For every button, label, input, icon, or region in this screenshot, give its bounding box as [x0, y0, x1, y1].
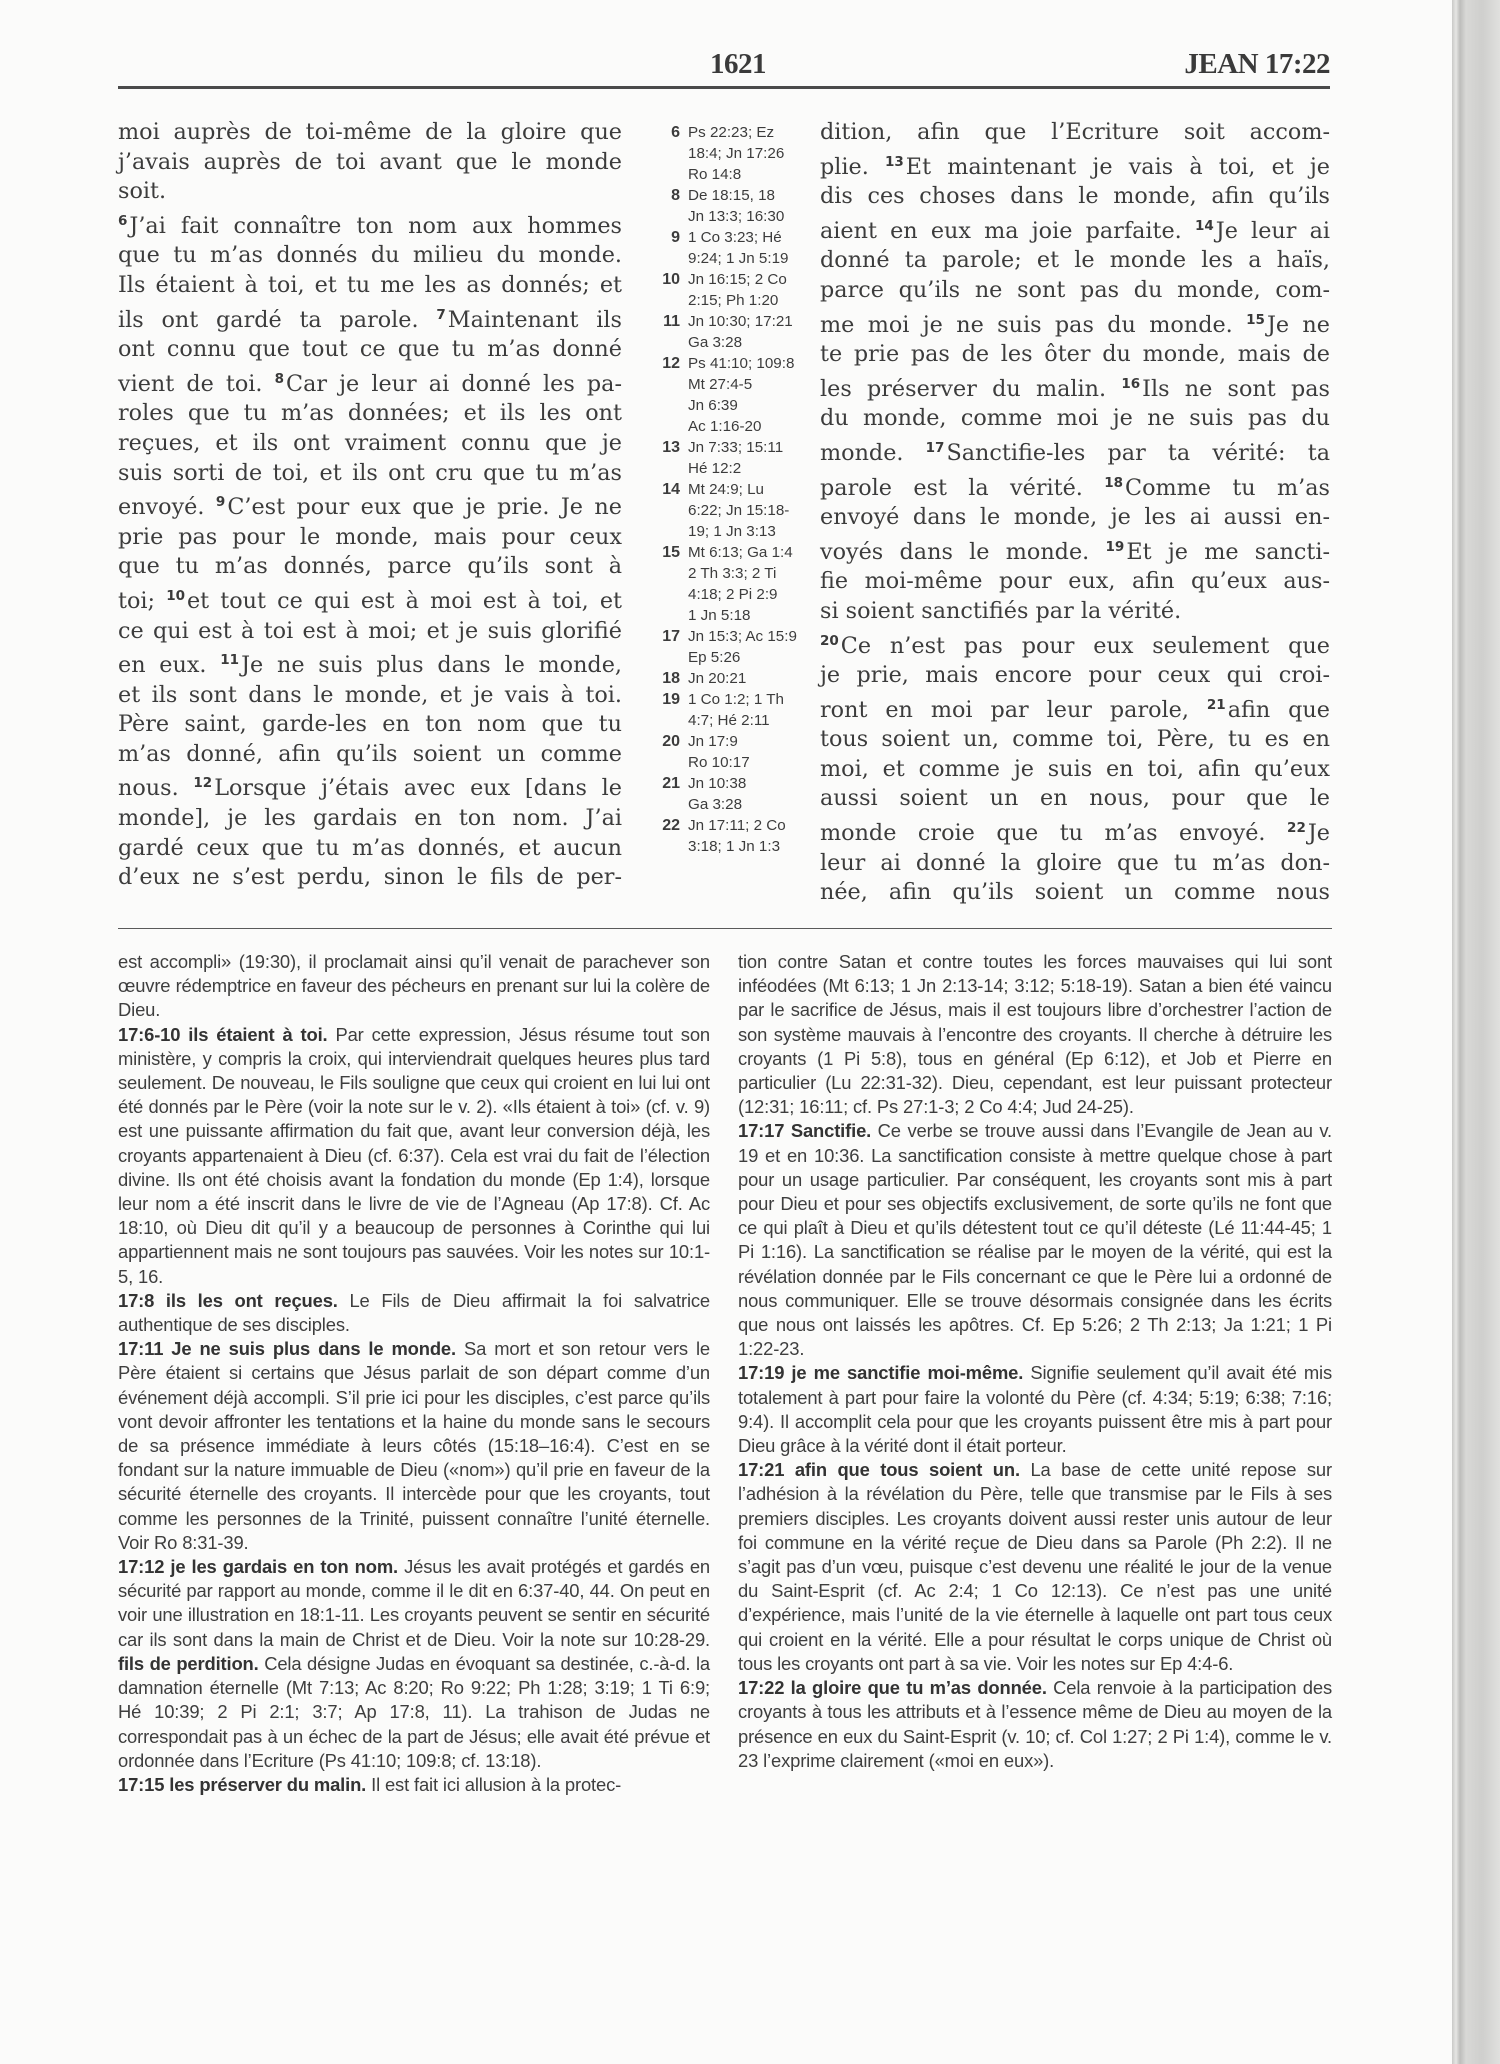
verse-text: donné ta parole; et le monde les a haïs,: [820, 247, 1330, 274]
verse-text: et ils sont dans le monde, et je vais à toi.: [118, 681, 622, 708]
scripture-line: [118, 523, 622, 553]
cross-reference-verse: 20: [662, 733, 680, 750]
cross-reference-entry: [650, 437, 820, 479]
note-body: Par cette expression, Jésus résume tout son ministère, y compris la croix, qui interviendrait quelques heures plus tard seulement. De nouveau, le Fils souligne que ceux qui croient en lui lui ont été donnés par le Père (voir la note sur le v. 2). «Ils étaient à toi» (cf. v. 9) est une puissante affirmation du fait que, avant leur conversion déjà, les croyants appartenaient à Dieu (cf. 6:37). Cela est vrai du fait de l’élection divine. Ils ont été choisis avant la fondation du monde (Ep 1:4), lorsque leur nom a été inscrit dans le livre de vie de l’Agneau (Ap 17:8). Cf. Ac 18:10, où Dieu dit qu’il y a beaucoup de personnes à Corinthe qui lui appartiennent mais ne sont toujours pas sauvées. Voir les notes sur 10:1-5, 16.: [118, 1023, 710, 1287]
verse-text: aient en eux ma joie parfaite.: [820, 217, 1182, 244]
verse-number: 17: [925, 439, 945, 456]
note-body: Ce verbe se trouve aussi dans l’Evangile de Jean au v. 19 et en 10:36. La sanctification consiste à mettre quelque chose à part pour un usage particulier. Par conséquent, les croyants sont mis à part pour Dieu et pour ses objectifs exclusivement, de sorte qu’ils ne font que ce qui plaît à Dieu et qu’ils détestent tout ce qu’il déteste (Lé 11:44-45; 1 Pi 1:16). La sanctification se réalise par le moyen de la vérité, qui est la révélation donnée par le Fils concernant ce que le Père lui a ordonné de nous communiquer. Elle se trouve désormais consignée dans les écrits que nous ont laissés les apôtres. Cf. Ep 5:26; 2 Th 2:13; Ja 1:21; 1 Pi 1:22-23.: [738, 1120, 1332, 1360]
scripture-line: [820, 404, 1330, 434]
verse-text: monde.: [820, 439, 904, 466]
study-note: [738, 1119, 1332, 1361]
note-body: Sa mort et son retour vers le Père étaient si certains que Jésus parlait de son départ comme d’un événement déjà accompli. S’il prie ici pour les disciples, c’est parce qu’ils vont devoir affronter les tentations et la haine du monde sans le secours de sa présence immédiate à leurs côtés (15:18–16:4). C’est en se fondant sur la nature immuable de Dieu («nom») qu’il prie en faveur de la sécurité éternelle des croyants. Il intercède pour que les croyants, tout comme les personnes de la Trinité, puissent connaître l’unité éternelle. Voir Ro 8:31-39.: [118, 1338, 710, 1553]
scripture-line: [820, 434, 1330, 469]
verse-text: moi, et comme je suis en toi, afin qu’eux: [820, 755, 1330, 782]
scripture-line: [118, 429, 622, 459]
cross-reference-entry: [650, 269, 820, 311]
cross-reference-verse: 11: [663, 313, 680, 330]
verse-number: 20: [820, 632, 839, 649]
verse-text: nous.: [118, 775, 179, 802]
study-note: [118, 1337, 710, 1555]
note-body: Cela désigne Judas en évoquant sa destinée, c.-à-d. la damnation éternelle (Mt 7:13; Ac 8:20; Ro 9:22; Ph 1:28; 3:19; 1 Ti 6:9; Hé 10:39; 2 Pi 2:1; 3:7; Ap 17:8, 11). La trahison de Judas ne correspondait pas à un échec de la part de Jésus; elle avait été prévue et ordonnée dans l’Ecriture (Ps 41:10; 109:8; cf. 13:18).: [118, 1652, 711, 1771]
verse-text: et tout ce qui est à moi est à toi, et: [186, 587, 623, 614]
note-heading: 17:15 les préserver du malin.: [118, 1773, 367, 1795]
study-notes-column-left: [118, 950, 710, 1797]
scripture-line: [820, 661, 1330, 691]
cross-reference-refs: Mt 24:9; Lu 6:22; Jn 15:18- 19; 1 Jn 3:13: [688, 481, 790, 540]
scripture-line: [820, 567, 1330, 597]
study-note: [118, 1289, 710, 1337]
book-binding-edge: [1452, 0, 1500, 2064]
verse-number: 18: [1104, 474, 1124, 491]
scripture-line: [820, 755, 1330, 785]
verse-text: Maintenant ils: [447, 306, 622, 333]
study-notes-column-right: [738, 950, 1332, 1773]
scripture-line: [820, 533, 1330, 568]
scripture-line: [118, 552, 622, 582]
study-note: [738, 950, 1332, 1119]
verse-text: vient de toi.: [118, 370, 263, 397]
page-number: 1621: [710, 48, 766, 80]
scripture-line: [820, 469, 1330, 504]
study-note: [738, 1676, 1332, 1773]
study-note: [118, 950, 710, 1023]
verse-text: ont connu que tout ce que tu m’as donné: [118, 336, 622, 363]
cross-reference-verse: 12: [662, 355, 680, 372]
scripture-line: [118, 863, 622, 893]
scripture-line: [118, 271, 622, 301]
note-heading: 17:22 la gloire que tu m’as donnée.: [738, 1677, 1047, 1699]
cross-reference-entry: [650, 542, 820, 626]
verse-text: dis ces choses dans le monde, afin qu’ils: [820, 183, 1330, 210]
cross-reference-entry: [650, 227, 820, 269]
cross-reference-refs: Jn 16:15; 2 Co 2:15; Ph 1:20: [688, 271, 787, 309]
verse-text: voyés dans le monde.: [820, 538, 1090, 565]
cross-reference-refs: Jn 10:38 Ga 3:28: [688, 775, 747, 813]
verse-number: 10: [166, 587, 185, 604]
cross-reference-entry: [650, 311, 820, 353]
verse-text: Je ne: [1266, 311, 1330, 338]
cross-reference-refs: Jn 15:3; Ac 15:9 Ep 5:26: [688, 628, 797, 666]
cross-reference-entry: [650, 689, 820, 731]
scripture-line: [118, 459, 622, 489]
cross-reference-verse: 14: [662, 481, 680, 498]
verse-text: monde], je les gardais en ton nom. J’ai: [118, 805, 622, 832]
scripture-line: [820, 370, 1330, 405]
verse-text: C’est pour eux que je prie. Je ne: [227, 494, 622, 521]
scripture-line: [118, 177, 622, 207]
verse-text: les préserver du malin.: [820, 375, 1107, 402]
note-heading: 17:8 ils les ont reçues.: [118, 1289, 338, 1311]
verse-text: d’eux ne s’est perdu, sinon le fils de per-: [118, 864, 622, 891]
note-body: Signifie seulement qu’il avait été mis totalement à part pour faire la volonté du Père (cf. 4:34; 5:19; 6:38; 7:16; 9:4). Il accomplit cela pour que les croyants puissent être mis à part pour Dieu grâce à la vérité dont il était porteur.: [738, 1362, 1332, 1457]
cross-reference-entry: [650, 122, 820, 185]
verse-number: 19: [1105, 538, 1125, 555]
verse-text: me moi je ne suis pas du monde.: [820, 311, 1233, 338]
scripture-line: [118, 241, 622, 271]
verse-number: 7: [436, 306, 446, 323]
verse-text: suis sorti de toi, et ils ont cru que tu m’as: [118, 459, 622, 486]
verse-number: 9: [215, 494, 226, 511]
study-note: [118, 1555, 710, 1773]
verse-text: ils ont gardé ta parole.: [118, 306, 419, 333]
cross-reference-refs: 1 Co 3:23; Hé 9:24; 1 Jn 5:19: [688, 229, 789, 267]
cross-reference-entry: [650, 773, 820, 815]
scripture-line: [118, 399, 622, 429]
scripture-line: [118, 710, 622, 740]
scripture-line: [118, 488, 622, 523]
cross-reference-verse: 17: [662, 628, 680, 645]
verse-text: envoyé dans le monde, je les ai aussi en-: [820, 504, 1330, 531]
scripture-line: [118, 834, 622, 864]
study-note: [118, 1773, 710, 1797]
verse-text: en eux.: [118, 652, 207, 679]
verse-text: prie pas pour le monde, mais pour ceux: [118, 523, 622, 550]
verse-text: monde croie que tu m’as envoyé.: [820, 820, 1266, 847]
scripture-line: [118, 740, 622, 770]
note-body: Cela renvoie à la participation des croyants à tous les attributs et à l’essence même de Dieu au moyen de la présence en eux du Saint-Esprit (v. 10; cf. Col 1:27; 2 Pi 1:4), comme le v. 23 l’exprime clairement («moi en eux»).: [738, 1677, 1332, 1771]
notes-divider: [118, 928, 1332, 929]
study-note: [738, 1458, 1332, 1676]
study-note: [738, 1361, 1332, 1458]
page-header: [118, 42, 1330, 89]
scripture-line: [820, 691, 1330, 726]
verse-number: 22: [1287, 820, 1306, 837]
verse-text: te prie pas de les ôter du monde, mais de: [820, 341, 1330, 368]
cross-reference-entry: [650, 668, 820, 689]
note-heading: 17:12 je les gardais en ton nom.: [118, 1556, 398, 1578]
note-heading: 17:6-10 ils étaient à toi.: [118, 1023, 328, 1045]
note-heading: 17:17 Sanctifie.: [738, 1120, 872, 1142]
verse-text: parole est la vérité.: [820, 474, 1083, 501]
scripture-line: [820, 306, 1330, 341]
cross-reference-entry: [650, 185, 820, 227]
scripture-column-right: [820, 118, 1330, 908]
cross-reference-refs: Jn 17:11; 2 Co 3:18; 1 Jn 1:3: [688, 817, 786, 855]
cross-reference-refs: Mt 6:13; Ga 1:4 2 Th 3:3; 2 Ti 4:18; 2 Pi 2:9 1 Jn 5:18: [688, 544, 793, 624]
scripture-line: [118, 365, 622, 400]
running-head: JEAN 17:22: [1184, 48, 1330, 80]
study-note: [118, 1023, 710, 1289]
verse-text: fie moi-même pour eux, afin qu’eux aus-: [820, 568, 1330, 595]
verse-text: Ce n’est pas pour eux seulement que: [840, 632, 1330, 659]
verse-text: Je leur ai: [1215, 217, 1331, 244]
cross-reference-refs: 1 Co 1:2; 1 Th 4:7; Hé 2:11: [688, 691, 784, 729]
verse-text: Ils étaient à toi, et tu me les as donnés; et: [118, 271, 622, 298]
verse-text: envoyé.: [118, 494, 205, 521]
scripture-line: [820, 212, 1330, 247]
note-body: La base de cette unité repose sur l’adhésion à la révélation du Père, telle que transmise par le Fils à ses premiers disciples. Les croyants doivent aussi rester unis autour de leur foi commune en la vérité reçue de Dieu dans sa Parole (Ph 2:2). Il ne s’agit pas d’un vœu, puisque c’est devenu une réalité le jour de la venue du Saint-Esprit (cf. Ac 2:4; 1 Co 12:13). Ce n’est pas une unité d’expérience, mais l’unité de la vie éternelle à laquelle ont part tous ceux qui croient en la vérité. Elle a pour résultat le corps unique de Christ où tous les croyants ont part à sa vie. Voir les notes sur Ep 4:4-6.: [738, 1459, 1332, 1674]
verse-number: 13: [885, 153, 904, 170]
verse-text: du monde, comme moi je ne suis pas du: [820, 405, 1330, 432]
verse-text: j’avais auprès de toi avant que le monde: [118, 148, 622, 175]
verse-text: née, afin qu’ils soient un comme nous: [820, 879, 1330, 906]
verse-text: gardé ceux que tu m’as donnés, et aucun: [118, 834, 622, 861]
scripture-line: [820, 340, 1330, 370]
verse-number: 12: [193, 775, 213, 792]
cross-reference-verse: 18: [662, 670, 680, 687]
verse-number: 21: [1206, 696, 1226, 713]
verse-text: Père saint, garde-les en ton nom que tu: [118, 711, 622, 738]
scripture-line: [820, 118, 1330, 148]
scripture-line: [118, 804, 622, 834]
scripture-line: [820, 597, 1330, 627]
cross-reference-verse: 13: [662, 439, 680, 456]
note-heading: 17:21 afin que tous soient un.: [738, 1459, 1020, 1481]
verse-text: je prie, mais encore pour ceux qui croi-: [820, 662, 1330, 689]
scripture-line: [820, 246, 1330, 276]
scripture-line: [118, 118, 622, 148]
verse-text: leur ai donné la gloire que tu m’as don-: [820, 849, 1330, 876]
scripture-line: [820, 182, 1330, 212]
verse-text: m’as donné, afin qu’ils soient un comme: [118, 740, 622, 767]
scripture-line: [118, 681, 622, 711]
verse-number: 6: [118, 212, 128, 229]
cross-reference-verse: 10: [662, 271, 680, 288]
cross-reference-verse: 22: [662, 817, 680, 834]
verse-text: dition, afin que l’Ecriture soit accom-: [820, 119, 1330, 145]
verse-text: soit.: [118, 178, 167, 205]
note-body: Jésus les avait protégés et gardés en sécurité par rapport au monde, comme il le dit en 6:37-40, 44. On peut en voir une illustration en 18:1-11. Les croyants peuvent se sentir en sécurité car ils sont dans la main de Christ et de Dieu. Voir la note sur 10:28-29.: [118, 1556, 710, 1650]
scripture-line: [820, 784, 1330, 814]
scripture-line: [118, 617, 622, 647]
verse-text: Ils ne sont pas: [1142, 375, 1330, 402]
cross-reference-refs: Jn 17:9 Ro 10:17: [688, 733, 750, 771]
scripture-line: [820, 849, 1330, 879]
verse-text: reçues, et ils ont vraiment connu que je: [118, 429, 622, 456]
cross-reference-verse: 9: [671, 229, 680, 246]
scripture-line: [820, 814, 1330, 849]
note-body: Il est fait ici allusion à la protec-: [366, 1773, 622, 1795]
verse-text: toi;: [118, 587, 156, 614]
verse-number: 15: [1246, 311, 1265, 328]
verse-text: Je ne suis plus dans le monde,: [241, 652, 622, 679]
note-heading: 17:19 je me sanctifie moi-même.: [738, 1362, 1024, 1384]
verse-text: aussi soient un en nous, pour que le: [820, 785, 1330, 812]
verse-text: Car je leur ai donné les pa-: [286, 370, 622, 397]
cross-reference-refs: Ps 41:10; 109:8 Mt 27:4-5 Jn 6:39 Ac 1:16-20: [688, 355, 795, 435]
cross-reference-verse: 6: [671, 124, 680, 141]
verse-text: parce qu’ils ne sont pas du monde, com-: [820, 276, 1330, 303]
verse-text: plie.: [820, 153, 869, 180]
verse-text: que tu m’as donnés, parce qu’ils sont à: [118, 553, 622, 580]
scripture-line: [820, 627, 1330, 662]
verse-text: Je: [1307, 820, 1330, 847]
scripture-line: [820, 276, 1330, 306]
cross-reference-refs: De 18:15, 18 Jn 13:3; 16:30: [688, 187, 785, 225]
scripture-line: [118, 646, 622, 681]
scripture-line: [118, 148, 622, 178]
cross-reference-refs: Jn 20:21: [688, 670, 747, 687]
verse-number: 8: [274, 370, 285, 387]
cross-reference-verse: 8: [671, 187, 680, 204]
verse-text: afin que: [1227, 696, 1330, 723]
note-body: est accompli» (19:30), il proclamait ainsi qu’il venait de parachever son œuvre rédemptrice en faveur des pécheurs en prenant sur lui la colère de Dieu.: [118, 951, 710, 1021]
note-body: Le Fils de Dieu affirmait la foi salvatrice authentique de ses disciples.: [118, 1289, 710, 1336]
verse-text: si soient sanctifiés par la vérité.: [820, 597, 1182, 624]
scripture-line: [118, 335, 622, 365]
verse-number: 14: [1194, 217, 1214, 234]
scripture-line: [820, 878, 1330, 908]
verse-number: 11: [220, 652, 240, 669]
scripture-line: [820, 148, 1330, 183]
verse-text: roles que tu m’as données; et ils les ont: [118, 400, 622, 427]
cross-reference-refs: Ps 22:23; Ez 18:4; Jn 17:26 Ro 14:8: [688, 124, 785, 183]
scripture-line: [820, 503, 1330, 533]
cross-reference-refs: Jn 10:30; 17:21 Ga 3:28: [688, 313, 793, 351]
verse-text: Et maintenant je vais à toi, et je: [905, 153, 1330, 180]
verse-text: Et je me sancti-: [1126, 538, 1331, 565]
verse-text: J’ai fait connaître ton nom aux hommes: [129, 212, 622, 239]
note-heading: 17:11 Je ne suis plus dans le monde.: [118, 1338, 456, 1360]
scripture-line: [118, 301, 622, 336]
cross-reference-verse: 21: [662, 775, 680, 792]
verse-text: tous soient un, comme toi, Père, tu es en: [820, 726, 1330, 753]
scripture-line: [118, 207, 622, 242]
verse-text: ce qui est à toi est à moi; et je suis glorifié: [118, 617, 622, 644]
verse-text: Sanctifie-les par ta vérité: ta: [946, 439, 1330, 466]
cross-reference-entry: [650, 353, 820, 437]
verse-text: que tu m’as donnés du milieu du monde.: [118, 242, 622, 269]
cross-reference-column: [650, 122, 820, 857]
cross-reference-verse: 15: [662, 544, 680, 561]
cross-reference-entry: [650, 731, 820, 773]
cross-reference-refs: Jn 7:33; 15:11 Hé 12:2: [688, 439, 784, 477]
scripture-column-left: [118, 118, 622, 893]
note-heading: fils de perdition.: [118, 1652, 259, 1674]
cross-reference-entry: [650, 815, 820, 857]
cross-reference-verse: 19: [662, 691, 680, 708]
note-body: tion contre Satan et contre toutes les forces mauvaises qui lui sont inféodées (Mt 6:13; 1 Jn 2:13-14; 3:12; 5:18-19). Satan a bien été vaincu par le sacrifice de Jésus, mais il est toujours libre d’orchestrer l’action de son système mauvais à l’encontre des croyants. Il cherche à détruire les croyants (1 Pi 5:8), tous en général (Ep 6:12), et Job et Pierre en particulier (Lu 22:31-32). Dieu, cependant, est leur puissant protecteur (12:31; 16:11; cf. Ps 27:1-3; 2 Co 4:4; Jud 24-25).: [738, 951, 1332, 1118]
verse-text: moi auprès de toi-même de la gloire que: [118, 119, 622, 145]
cross-reference-entry: [650, 626, 820, 668]
scripture-line: [118, 582, 622, 617]
cross-reference-entry: [650, 479, 820, 542]
verse-text: Lorsque j’étais avec eux [dans le: [214, 775, 623, 802]
scripture-line: [118, 769, 622, 804]
scripture-line: [820, 725, 1330, 755]
verse-text: Comme tu m’as: [1125, 474, 1330, 501]
verse-number: 16: [1121, 375, 1141, 392]
verse-text: ront en moi par leur parole,: [820, 696, 1189, 723]
